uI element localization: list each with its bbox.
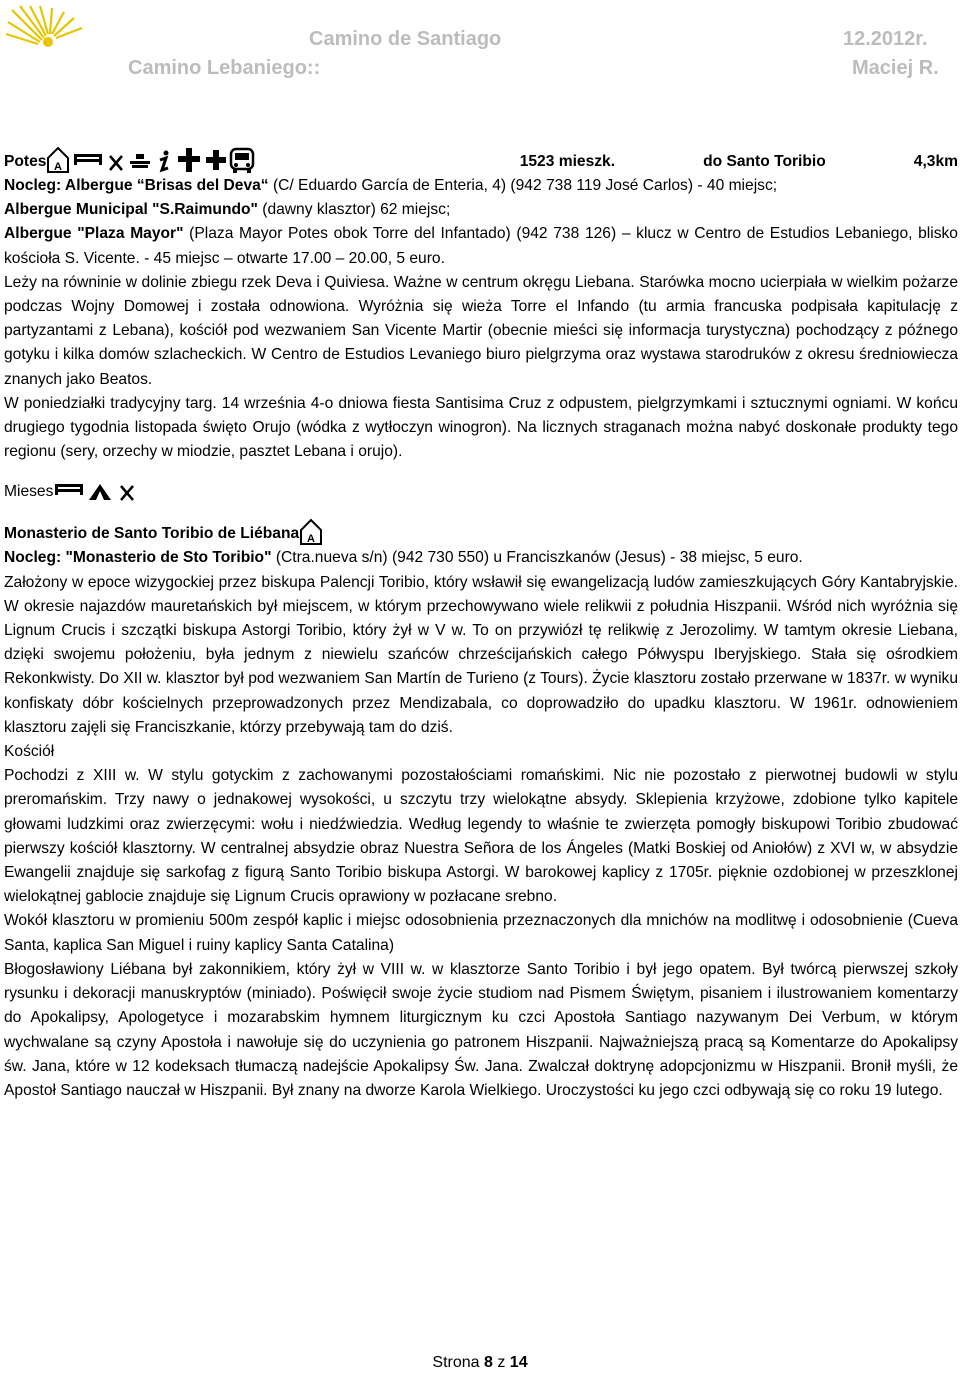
scallop-shell-icon <box>2 2 86 52</box>
chapels-description: Wokół klasztoru w promieniu 500m zespół kaplic i miejsc odosobnienia przeznaczonych dla mnichów na modlitwę i odosobnienie (Cueva Santa, kaplica San Miguel i ruiny kaplicy Santa Catalina) <box>4 912 958 954</box>
restaurant-icon <box>121 486 133 500</box>
albergue-details: (C/ Eduardo García de Enteria, 4) (942 738 119 José Carlos) - 40 miejsc; <box>268 177 778 194</box>
albergue-icon <box>301 520 321 545</box>
potes-icons <box>46 146 260 174</box>
svg-text:A: A <box>307 533 316 546</box>
cross-icon <box>178 148 200 172</box>
pharmacy-icon <box>206 150 226 170</box>
monasterio-albergue-name: Nocleg: "Monasterio de Sto Toribio" <box>4 549 272 567</box>
potes-distance: 4,3km <box>913 152 958 170</box>
restaurant-icon <box>110 156 122 170</box>
bed-icon <box>74 154 102 165</box>
monasterio-heading <box>4 518 958 546</box>
header-title-right: 12.2012r. <box>843 28 928 50</box>
header-subtitle-left: Camino Lebaniego:: <box>128 57 321 79</box>
potes-nocleg-1 <box>4 174 958 198</box>
mieses-icons <box>53 480 139 504</box>
page-footer <box>0 1354 960 1372</box>
svg-text:A: A <box>54 161 63 173</box>
header-title-left: Camino de Santiago <box>309 28 502 50</box>
page-total: 14 <box>509 1354 528 1371</box>
header-subtitle-right: Maciej R. <box>852 57 939 79</box>
monasterio-icons <box>299 518 325 546</box>
monasterio-albergue-details: (Ctra.nueva s/n) (942 730 550) u Franciszkanów (Jesus) - 38 miejsc, 5 euro. <box>271 549 803 567</box>
potes-nocleg-3 <box>4 222 958 270</box>
page-number: 8 <box>484 1354 493 1371</box>
document-body <box>4 146 958 1103</box>
bed-icon <box>55 484 83 495</box>
albergue-details: (dawny klasztor) 62 miejsc; <box>257 201 451 219</box>
place-name-potes: Potes <box>4 152 47 170</box>
potes-nocleg-2 <box>4 198 958 222</box>
monasterio-history: Założony w epoce wizygockiej przez biskupa Palencji Toribio, który wsławił się ewangelizacją ludów zamieszkujących Góry Kantabryjskie. W okresie najazdów mauretańskich był miejscem, w którym przechowywano wiele relikwii z południa Hiszpanii. Wśród nich wyróżnia się Lignum Crucis i szczątki biskupa Astorgi Toribio, który żył w V w. To on przywiózł tę relikwię z Jerozolimy. W tamtym okresie Liebana, dzięki swojemu położeniu, była jednym z niewielu szańców chrześcijańskich całego Półwyspu Iberyjskiego. Stała się ośrodkiem Rekonkwisty. Do XII w. klasztor był pod wezwaniem San Martín de Turieno (z Tours). Życie klasztoru zostało przerwane w 1837r. w wyniku konfiskaty dóbr kościelnych przeprowadzonych przez Mendizabala, co doprowadziło do upadku klasztoru. W 1961r. odnowieniem klasztoru zajęli się Franciszkanie, którzy przebywają tam do dziś. <box>4 573 958 736</box>
kosciol-description: Pochodzi z XIII w. W stylu gotyckim z zachowanymi pozostałościami romańskimi. Nic nie pozostało z pierwotnej budowli w stylu preromańskim. Trzy nawy o jednakowej wysokości, u szczytu trzy wielokątne absydy. Sklepienia krzyżowe, zdobione tylko kapitele głowami ludzkimi oraz zwierzęcymi: wołu i niedźwiedzia. Według legendy to właśnie te zwierzęta pomogły biskupowi Toribio zbudować pierwszy kościół klasztorny. W centralnej absydzie obraz Nuestra Señora de los Ángeles (Matki Boskiej od Aniołów) z XVI w, w absydzie Ewangelii znajduje się sarkofag z figurą Santo Toribio biskupa Astorgi. W barokowej kaplicy z 1705r. pięknie ozdobionej w przeszklonej wielokątnej gablocie znajduje się Lignum Crucis oprawiony w pozłacane srebno. <box>4 767 958 906</box>
potes-heading <box>4 146 958 174</box>
bus-icon <box>231 149 253 173</box>
shop-icon <box>130 154 150 168</box>
potes-to-label: do Santo Toribio <box>703 152 826 170</box>
place-name-monasterio: Monasterio de Santo Toribio de Liébana <box>4 525 300 543</box>
place-name-mieses: Mieses <box>4 483 54 501</box>
camping-icon <box>89 484 111 500</box>
albergue-icon <box>48 148 68 173</box>
monasterio-nocleg <box>4 546 958 570</box>
potes-description-2: W poniedziałki tradycyjny targ. 14 września 4-o dniowa fiesta Santisima Cruz z odpustem, pielgrzymkami i sztucznymi ogniami. W końcu drugiego tygodnia listopada święto Orujo (wódka z wytłoczyn winogron). Na licznych straganach można nabyć doskonałe produkty tego regionu (sery, orzechy w miodzie, pasztet Lebana i orujo). <box>4 394 958 461</box>
mieses-heading <box>4 478 958 504</box>
info-icon <box>160 151 169 171</box>
footer-mid: z <box>492 1354 510 1371</box>
albergue-name: Albergue Municipal "S.Raimundo" <box>4 201 258 219</box>
potes-population: 1523 mieszk. <box>519 152 616 170</box>
kosciol-heading: Kościół <box>4 743 55 761</box>
footer-prefix: Strona <box>432 1354 484 1371</box>
albergue-name: Albergue "Plaza Mayor" <box>4 225 184 243</box>
albergue-details: (Plaza Mayor Potes obok Torre del Infantado) (942 738 126) – klucz w Centro de Estudios Lebaniego, blisko kościoła S. Vicente. - 45 miejsc – otwarte 17.00 – 20.00, 5 euro. <box>4 225 958 267</box>
beato-description: Błogosławiony Liébana był zakonnikiem, który żył w VIII w. w klasztorze Santo Toribio i był jego opatem. Był twórcą pierwszej szkoły rysunku i dekoracji manuskryptów (miniado). Poświęcił swoje życie studiom nad Pismem Świętym, pisaniem i ilustrowaniem komentarzy do Apokalipsy, Apologetyce i mozarabskim hymnem liturgicznym ku czci Apostoła Santiago nazywanym Dei Verbum, w którym wychwalane są czyny Apostoła i nawołuje się do uczynienia go patronem Hiszpanii. Najważniejszą pracą są Komentarze do Apokalipsy św. Jana, które w 12 kodeksach tłumaczą nadejście Apokalipsy Św. Jana. Zwalczał doktrynę adopcjonizmu w Hiszpanii. Bronił myśli, że Apostoł Santiago nauczał w Hiszpanii. Był znany na dworze Karola Wielkiego. Uroczystości ku jego czci odbywają się co roku 19 lutego. <box>4 960 958 1099</box>
potes-description: Leży na równinie w dolinie zbiegu rzek Deva i Quiviesa. Ważne w centrum okręgu Liebana. Starówka mocno ucierpiała w wielkim pożarze podczas Wojny Domowej i została odnowiona. Wyróżnia się wieża Torre el Infando (tu armia francuska podpisała kapitulację z partyzantami z Lebana), kościół pod wezwaniem San Vicente Martir (obecnie mieści się informacja turystyczna) pochodzący z późnego gotyku i kilka domów szlacheckich. W Centro de Estudios Levaniego biuro pielgrzyma oraz wystawa starodruków z okresu średniowiecza znanych jako Beatos. <box>4 273 958 388</box>
albergue-name: Nocleg: Albergue “Brisas del Deva“ <box>4 177 269 194</box>
